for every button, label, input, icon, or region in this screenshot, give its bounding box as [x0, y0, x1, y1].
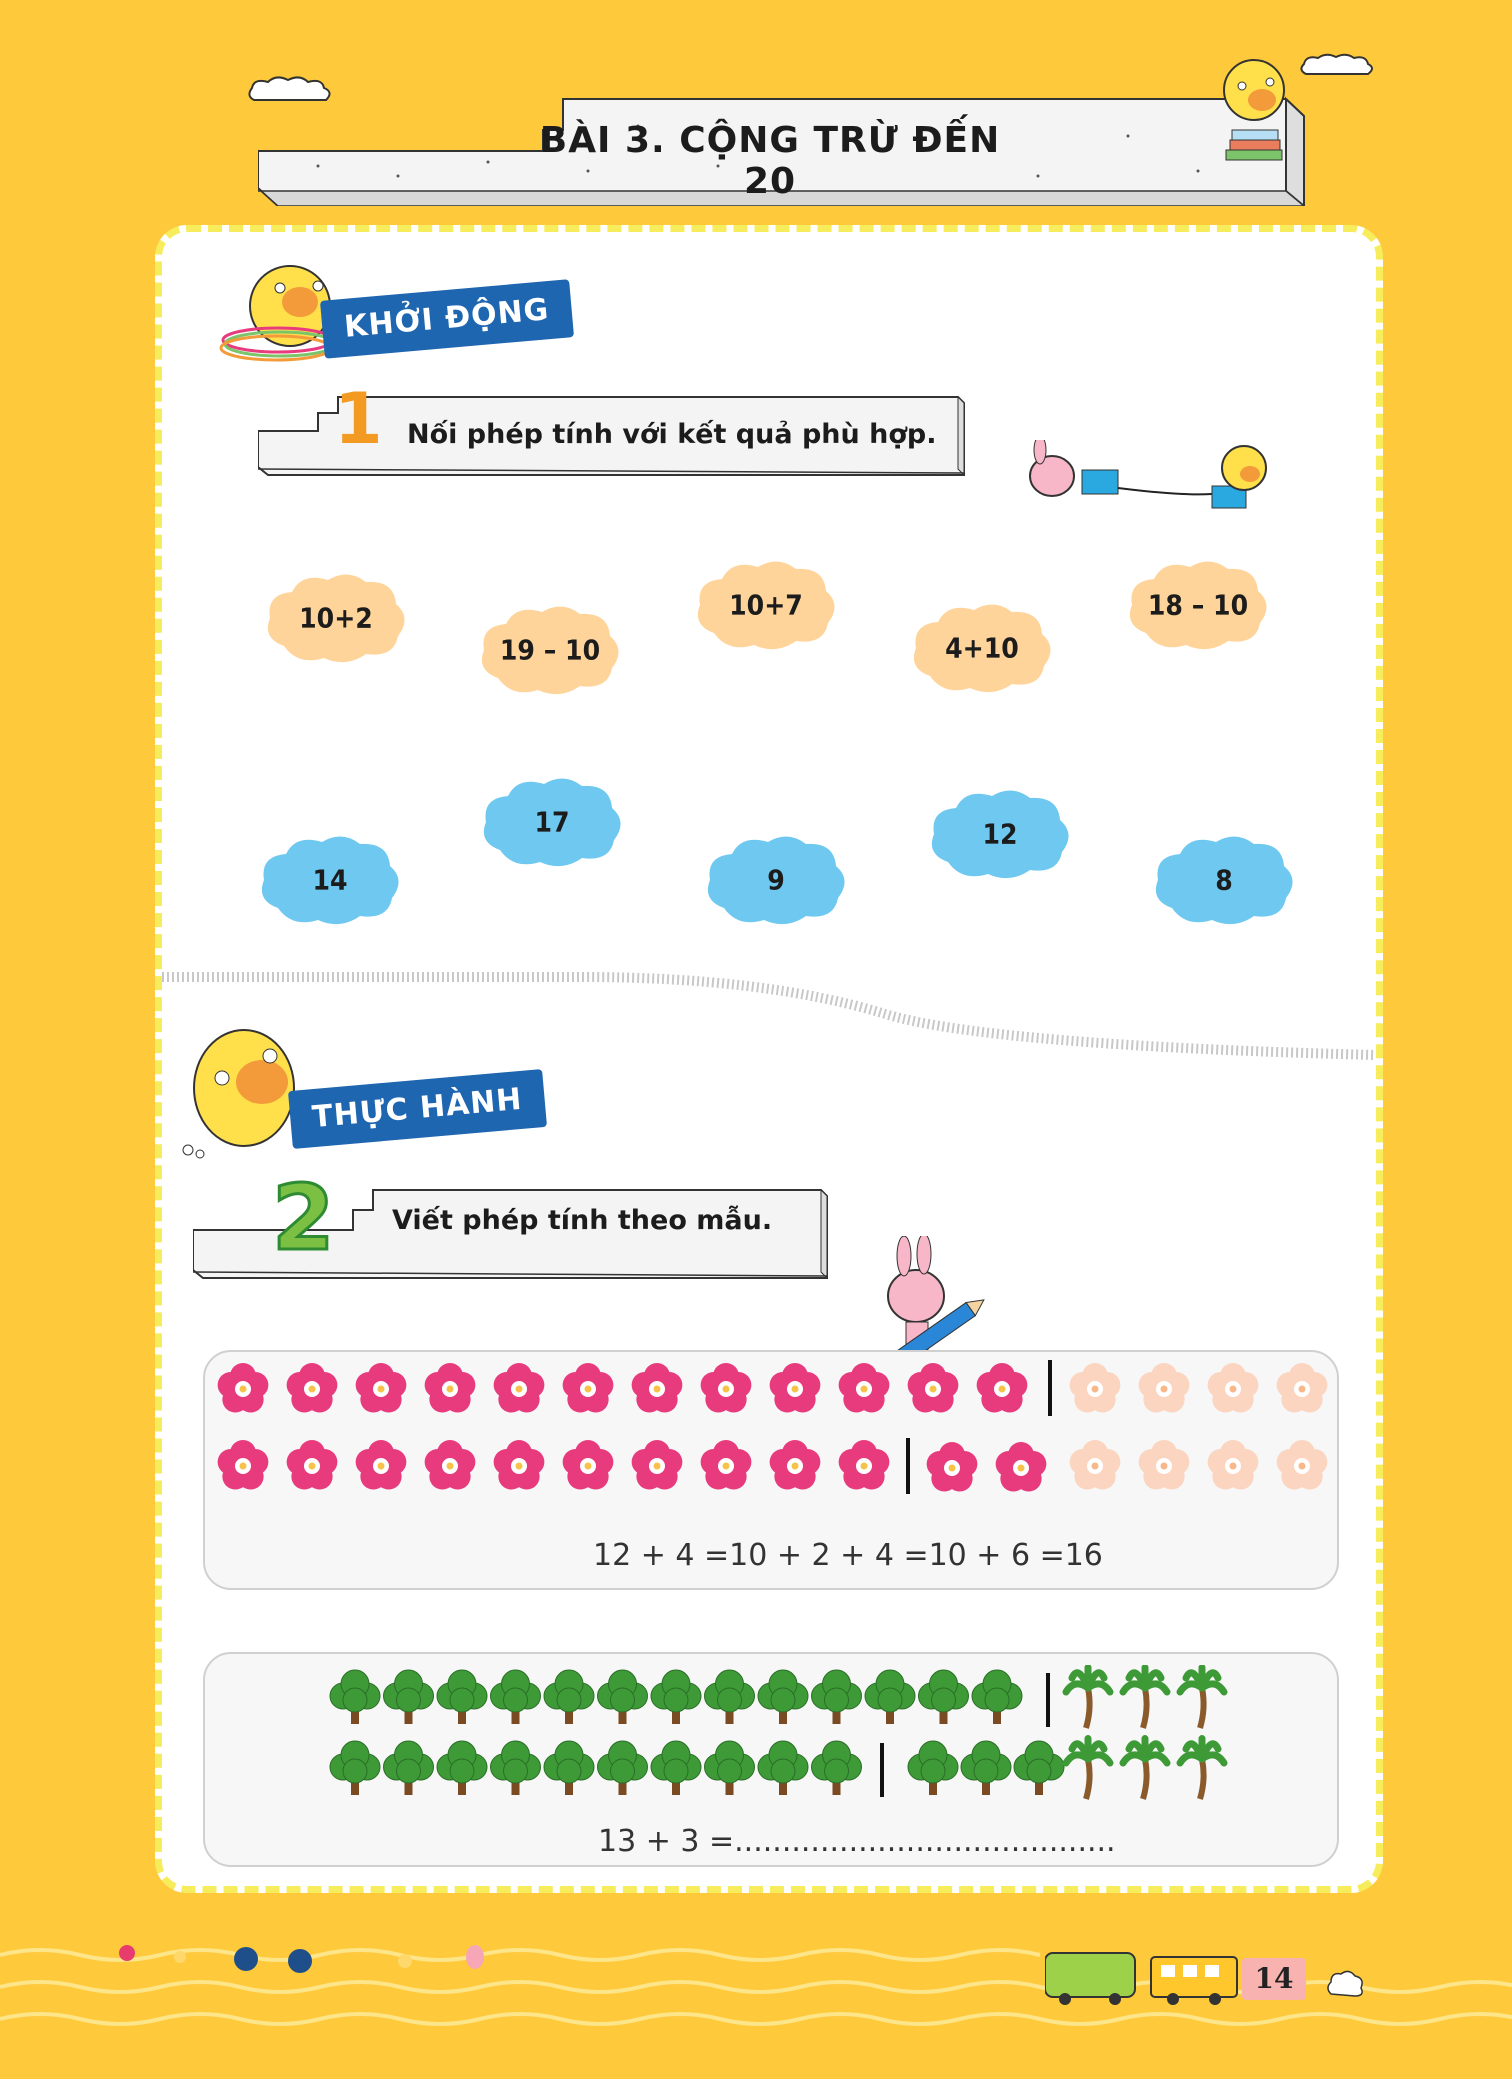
exercise-number-1: 1: [334, 378, 383, 460]
pale-flower-icon: [1277, 1363, 1328, 1413]
tree-icon: [758, 1741, 808, 1795]
result-cloud[interactable]: [702, 830, 850, 930]
expression-label: 4+10: [945, 631, 1019, 665]
section-tag-warmup: KHỞI ĐỘNG: [320, 279, 574, 359]
tree-icon: [865, 1670, 915, 1724]
result-cloud[interactable]: [1150, 830, 1298, 930]
example-equation: 12 + 4 =10 + 2 + 4 =10 + 6 =16: [593, 1538, 1103, 1573]
pink-flower-icon: [218, 1363, 269, 1413]
pink-flower-icon: [770, 1363, 821, 1413]
tree-icon: [1014, 1741, 1064, 1795]
result-label: 17: [534, 805, 570, 839]
result-label: 14: [312, 863, 348, 897]
pink-flower-icon: [287, 1363, 338, 1413]
palm-tree-icon: [1180, 1739, 1224, 1799]
group-divider: [906, 1438, 910, 1494]
section-tag-practice: THỰC HÀNH: [288, 1069, 547, 1149]
exercise-instruction-2: Viết phép tính theo mẫu.: [392, 1205, 773, 1236]
pale-flower-icon: [1139, 1363, 1190, 1413]
tree-icon: [384, 1670, 434, 1724]
palm-tree-icon: [1066, 1739, 1110, 1799]
rabbit-pencil-icon: [878, 1236, 998, 1362]
pale-flower-icon: [1208, 1363, 1259, 1413]
group-divider: [1048, 1360, 1052, 1416]
tree-icon: [908, 1741, 958, 1795]
tree-icon: [437, 1741, 487, 1795]
expression-label: 10+2: [299, 601, 373, 635]
pink-flower-icon: [908, 1363, 959, 1413]
palm-tree-icon: [1123, 1668, 1167, 1728]
tree-icon: [491, 1670, 541, 1724]
pink-flower-icon: [927, 1442, 978, 1492]
result-label: 12: [982, 817, 1018, 851]
pink-flower-icon: [770, 1440, 821, 1490]
pink-flower-icon: [287, 1440, 338, 1490]
pale-flower-icon: [1070, 1440, 1121, 1490]
tree-icon: [972, 1670, 1022, 1724]
pink-flower-icon: [632, 1440, 683, 1490]
tree-icon: [544, 1741, 594, 1795]
expression-cloud[interactable]: [476, 600, 624, 700]
expression-cloud[interactable]: [262, 568, 410, 668]
pink-flower-icon: [425, 1440, 476, 1490]
pink-flower-icon: [563, 1363, 614, 1413]
tree-icon: [598, 1670, 648, 1724]
pink-flower-icon: [494, 1440, 545, 1490]
exercise-number-2: 2: [272, 1166, 335, 1271]
small-cloud-icon: [244, 74, 336, 106]
expression-label: 19 – 10: [499, 633, 601, 667]
exercise-instruction-1: Nối phép tính với kết quả phù hợp.: [407, 419, 937, 450]
result-label: 8: [1215, 863, 1233, 897]
tree-icon: [491, 1741, 541, 1795]
result-label: 9: [767, 863, 785, 897]
pink-flower-icon: [839, 1363, 890, 1413]
expression-cloud[interactable]: [1124, 555, 1272, 655]
pink-flower-icon: [977, 1363, 1028, 1413]
pale-flower-icon: [1277, 1440, 1328, 1490]
tree-icon: [437, 1670, 487, 1724]
tree-icon: [384, 1741, 434, 1795]
palm-tree-icon: [1066, 1668, 1110, 1728]
tree-icon: [705, 1741, 755, 1795]
page-title: BÀI 3. CỘNG TRỪ ĐẾN 20: [539, 120, 1001, 202]
expression-label: 18 – 10: [1147, 588, 1249, 622]
pale-flower-icon: [1139, 1440, 1190, 1490]
result-cloud[interactable]: [926, 784, 1074, 884]
tree-icon: [812, 1741, 862, 1795]
small-cloud-icon: [1325, 1968, 1365, 2000]
task-equation-input[interactable]: 13 + 3 =........................................: [598, 1824, 1116, 1859]
palm-tree-icon: [1180, 1668, 1224, 1728]
rabbit-chick-tug-icon: [1012, 440, 1272, 520]
pink-flower-icon: [356, 1363, 407, 1413]
tree-icon: [705, 1670, 755, 1724]
chick-mascot-icon: [178, 1022, 303, 1162]
tree-icon: [544, 1670, 594, 1724]
tree-icon: [330, 1670, 380, 1724]
tree-icon: [758, 1670, 808, 1724]
tree-icon: [651, 1741, 701, 1795]
result-cloud[interactable]: [256, 830, 404, 930]
chick-mascot-icon: [1212, 50, 1292, 170]
expression-cloud[interactable]: [692, 555, 840, 655]
pale-flower-icon: [1208, 1440, 1259, 1490]
pink-flower-icon: [632, 1363, 683, 1413]
pale-flower-icon: [1070, 1363, 1121, 1413]
page-number: 14: [1242, 1958, 1306, 2000]
tree-icon: [812, 1670, 862, 1724]
pink-flower-icon: [356, 1440, 407, 1490]
expression-cloud[interactable]: [908, 598, 1056, 698]
pink-flower-icon: [701, 1363, 752, 1413]
pink-flower-icon: [494, 1363, 545, 1413]
flowers-illustration: [210, 1360, 1330, 1510]
pink-flower-icon: [425, 1363, 476, 1413]
section-divider: [162, 965, 1376, 1065]
trees-illustration: [210, 1665, 1330, 1815]
small-cloud-icon: [1298, 52, 1376, 80]
tree-icon: [961, 1741, 1011, 1795]
palm-tree-icon: [1123, 1739, 1167, 1799]
pink-flower-icon: [839, 1440, 890, 1490]
pink-flower-icon: [701, 1440, 752, 1490]
result-cloud[interactable]: [478, 772, 626, 872]
tree-icon: [330, 1741, 380, 1795]
tree-icon: [651, 1670, 701, 1724]
tree-icon: [919, 1670, 969, 1724]
pink-flower-icon: [996, 1442, 1047, 1492]
group-divider: [1046, 1673, 1050, 1727]
tree-icon: [598, 1741, 648, 1795]
group-divider: [880, 1743, 884, 1797]
pink-flower-icon: [218, 1440, 269, 1490]
expression-label: 10+7: [729, 588, 803, 622]
pink-flower-icon: [563, 1440, 614, 1490]
